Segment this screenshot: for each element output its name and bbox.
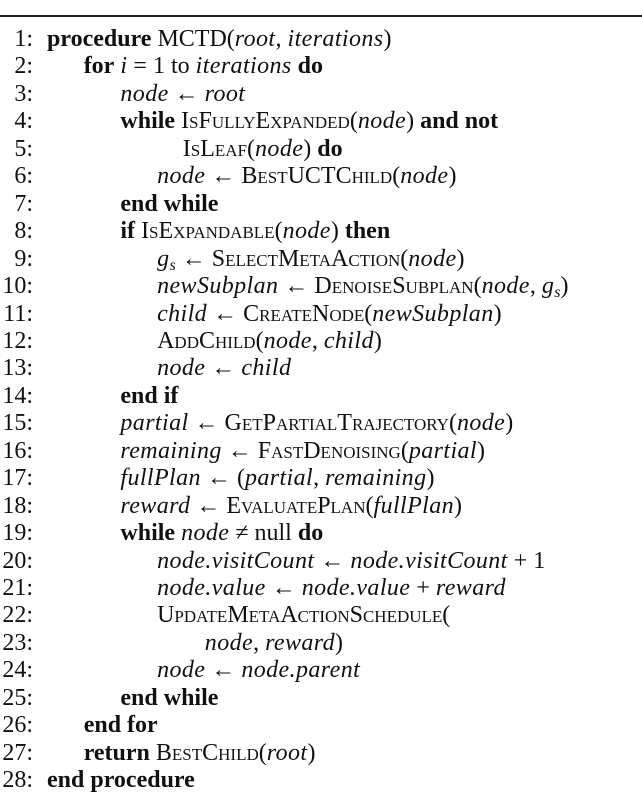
text: ( — [247, 135, 256, 162]
keyword: procedure — [47, 26, 152, 52]
text: ( — [226, 26, 235, 52]
keyword: do — [317, 135, 343, 162]
keyword: do — [297, 53, 323, 80]
variable: remaining — [325, 465, 427, 492]
line-number: 2: — [14, 53, 33, 80]
text: ) — [493, 300, 502, 327]
code-text — [120, 492, 462, 520]
line-number: 26: — [2, 712, 33, 739]
text: ) — [426, 465, 435, 492]
variable: partial — [408, 437, 477, 464]
variable: child — [323, 327, 374, 354]
code-text — [157, 327, 382, 355]
function-name: GetPartialTrajectory — [224, 410, 449, 437]
subscript: s — [169, 256, 176, 274]
function-name: IsFullyExpanded — [181, 108, 350, 135]
line-number: 5: — [14, 135, 33, 162]
text: , — [311, 327, 324, 354]
line-number: 16: — [2, 437, 33, 464]
function-name: FastDenoising — [257, 437, 401, 464]
text: + 1 — [507, 547, 546, 574]
code-text — [183, 135, 343, 163]
variable: iterations — [287, 26, 384, 52]
keyword: for — [83, 53, 115, 80]
text: ← — [175, 245, 212, 272]
keyword: end procedure — [47, 767, 195, 794]
line-number: 3: — [14, 80, 33, 107]
code-text — [120, 519, 323, 547]
text: ← — [168, 80, 205, 107]
top-rule — [0, 15, 642, 17]
keyword: end while — [120, 684, 219, 711]
text: ← — [314, 547, 351, 574]
variable: iterations — [195, 53, 292, 80]
variable: node — [204, 629, 254, 656]
text: ← — [188, 410, 225, 437]
line-number: 19: — [2, 520, 33, 547]
text: ← — [205, 355, 242, 382]
text: ( — [274, 218, 283, 245]
text: ← ( — [200, 465, 245, 492]
code-text — [84, 711, 158, 739]
line-number: 4: — [14, 108, 33, 135]
code-text — [120, 80, 245, 108]
variable: reward — [120, 492, 191, 519]
variable: node — [255, 135, 304, 162]
text: ) — [560, 273, 569, 300]
function-name: CreateNode — [243, 300, 365, 327]
variable: node — [157, 163, 206, 190]
line-number: 8: — [14, 218, 33, 245]
keyword: if — [120, 218, 136, 245]
line-number: 27: — [2, 739, 33, 766]
variable: g — [157, 245, 170, 272]
code-text — [205, 629, 343, 657]
text: ← — [205, 163, 242, 190]
code-text — [120, 217, 390, 245]
text: ) — [335, 629, 344, 656]
text: ) — [373, 327, 382, 354]
text: ( — [442, 602, 451, 629]
variable: root — [266, 739, 308, 766]
text: , — [313, 465, 326, 492]
variable: child — [157, 300, 208, 327]
variable: newSubplan — [157, 273, 279, 300]
code-text — [47, 25, 392, 53]
keyword: while — [120, 520, 176, 547]
variable: remaining — [120, 437, 222, 464]
text: ≠ null — [229, 520, 298, 547]
line-number: 23: — [2, 629, 33, 656]
function-name: EvaluatePlan — [226, 492, 366, 519]
variable: partial — [244, 465, 314, 492]
text: ) — [505, 410, 514, 437]
line-number: 14: — [2, 382, 33, 409]
text: , — [529, 273, 542, 300]
variable: node.value — [157, 575, 266, 601]
function-name: IsLeaf — [182, 135, 248, 162]
text: ← — [278, 273, 315, 300]
line-number: 9: — [14, 245, 33, 272]
keyword: then — [344, 218, 391, 245]
function-name: IsExpandable — [141, 218, 275, 245]
line-number: 22: — [2, 602, 33, 629]
line-number: 11: — [3, 300, 33, 327]
code-text — [120, 684, 218, 712]
text: ) — [307, 739, 316, 766]
keyword: end while — [120, 190, 219, 217]
line-number: 7: — [14, 190, 33, 217]
text: ( — [365, 492, 374, 519]
code-text — [120, 382, 178, 410]
variable: node — [157, 355, 206, 382]
variable: node — [456, 410, 506, 437]
line-number: 18: — [2, 492, 33, 519]
text: ← — [190, 492, 227, 519]
text: ) — [383, 26, 392, 52]
code-text — [120, 437, 485, 465]
code-text — [157, 547, 545, 575]
line-number: 28: — [2, 767, 33, 794]
keyword: and not — [420, 108, 499, 135]
text: ( — [473, 273, 482, 300]
variable: root — [204, 80, 246, 107]
variable: node — [181, 520, 230, 547]
text: ( — [349, 108, 358, 135]
variable: node — [357, 108, 407, 135]
variable: reward — [265, 629, 336, 656]
variable: node.visitCount — [157, 547, 315, 574]
variable: node — [408, 245, 457, 272]
keyword: while — [120, 108, 176, 135]
text: ) — [456, 245, 465, 272]
text: ) — [448, 163, 457, 190]
text: ( — [392, 163, 401, 190]
text: , — [253, 629, 266, 656]
variable: node — [120, 80, 169, 107]
text: ( — [448, 410, 457, 437]
line-number: 13: — [2, 355, 33, 382]
line-number: 20: — [2, 547, 33, 574]
code-text — [120, 107, 498, 135]
text: ) — [454, 492, 463, 519]
function-name: BestChild — [155, 739, 259, 766]
line-number: 17: — [2, 465, 33, 492]
function-name: DenoiseSubplan — [314, 273, 474, 300]
function-name: SelectMetaAction — [211, 245, 401, 272]
text: ) — [477, 437, 485, 464]
text: = 1 to — [127, 53, 196, 80]
keyword: do — [297, 520, 324, 547]
text: ← — [205, 657, 242, 684]
variable: child — [241, 355, 292, 382]
line-number: 24: — [2, 657, 33, 684]
line-number: 1: — [14, 26, 33, 52]
text: ( — [400, 245, 409, 272]
variable: node — [157, 657, 206, 684]
variable: node — [481, 273, 530, 300]
line-number: 12: — [2, 327, 33, 354]
variable: newSubplan — [372, 300, 494, 327]
code-text — [157, 162, 456, 190]
variable: node.parent — [241, 657, 361, 684]
keyword: end for — [83, 712, 158, 739]
code-text — [84, 739, 316, 767]
code-text — [157, 354, 291, 382]
variable: i — [120, 53, 128, 80]
function-name: UpdateMetaActionSchedule — [157, 602, 443, 629]
variable: g — [541, 273, 555, 300]
code-text — [120, 409, 513, 437]
text: ← — [221, 437, 258, 464]
keyword: return — [83, 739, 150, 766]
code-text — [47, 766, 195, 794]
variable: node — [400, 163, 449, 190]
text: ) — [303, 135, 318, 162]
code-text — [84, 52, 323, 80]
variable: fullPlan — [120, 465, 201, 492]
keyword: end if — [120, 382, 179, 409]
text: ) — [406, 108, 421, 135]
text: ( — [364, 300, 373, 327]
text: , — [275, 26, 288, 52]
function-name: AddChild — [157, 327, 256, 354]
variable: node — [282, 218, 331, 245]
text: ( — [255, 327, 264, 354]
variable: node.value — [301, 575, 411, 601]
code-text — [120, 464, 434, 492]
text: ) — [330, 218, 345, 245]
line-number: 21: — [2, 575, 33, 601]
variable: partial — [120, 410, 189, 437]
variable: root — [234, 26, 276, 52]
text: ← — [207, 300, 244, 327]
code-text — [157, 656, 360, 684]
code-text — [120, 190, 218, 218]
text: ( — [400, 437, 409, 464]
code-text — [157, 601, 450, 629]
text: ( — [258, 739, 267, 766]
text: ← — [265, 575, 302, 601]
line-number: 15: — [2, 410, 33, 437]
code-text — [157, 574, 506, 602]
variable: reward — [435, 575, 506, 601]
variable: node.visitCount — [350, 547, 508, 574]
text: + — [410, 575, 436, 601]
line-number: 6: — [14, 163, 33, 190]
line-number: 10: — [2, 273, 33, 300]
text: MCTD — [157, 26, 227, 52]
function-name: BestUCTChild — [241, 163, 393, 190]
code-text — [157, 300, 502, 328]
subscript: s — [554, 284, 561, 302]
variable: node — [263, 327, 312, 354]
variable: fullPlan — [373, 492, 455, 519]
line-number: 25: — [2, 684, 33, 711]
